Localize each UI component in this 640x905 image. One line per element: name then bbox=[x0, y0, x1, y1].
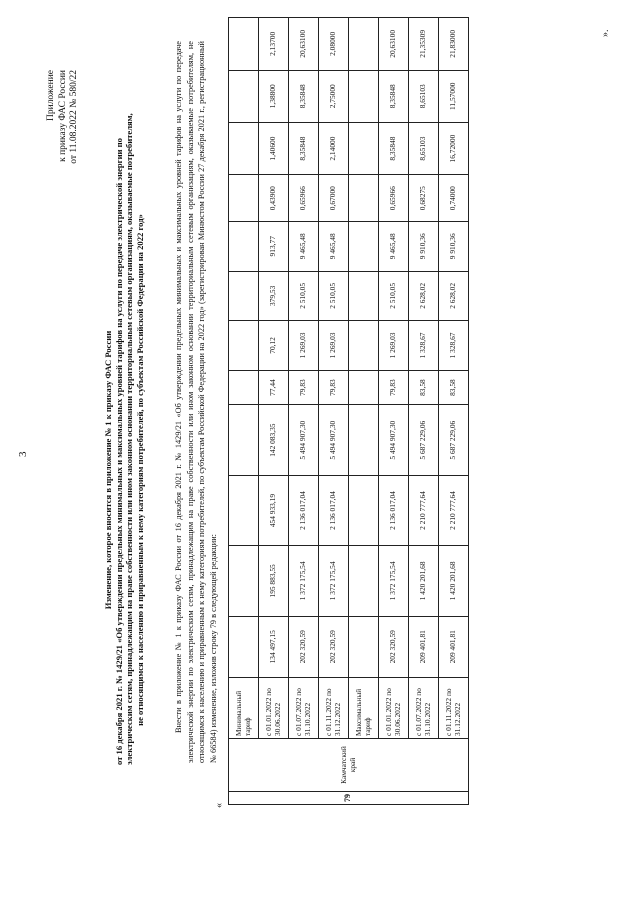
value-cell: 134 497,15 bbox=[259, 616, 289, 677]
value-cell: 5 494 907,30 bbox=[319, 405, 349, 475]
value-cell: 1 269,03 bbox=[289, 321, 319, 371]
value-cell: 454 933,19 bbox=[259, 475, 289, 545]
table-row bbox=[379, 18, 409, 805]
value-cell: 202 320,59 bbox=[289, 616, 319, 677]
period-cell: с 01.11.2022 по 31.12.2022 bbox=[439, 678, 469, 739]
value-cell: 1 372 175,54 bbox=[289, 546, 319, 616]
value-cell: 1 420 201,68 bbox=[409, 546, 439, 616]
value-cell: 202 320,59 bbox=[319, 616, 349, 677]
value-cell: 9 465,48 bbox=[289, 221, 319, 271]
value-cell: 0,65966 bbox=[379, 175, 409, 222]
value-cell: 2 136 017,04 bbox=[289, 475, 319, 545]
value-cell: 2 510,05 bbox=[289, 271, 319, 321]
empty-cell bbox=[349, 271, 379, 321]
empty-cell bbox=[229, 271, 259, 321]
value-cell: 8,35848 bbox=[289, 122, 319, 175]
value-cell: 913,77 bbox=[259, 221, 289, 271]
empty-cell bbox=[349, 321, 379, 371]
value-cell: 70,12 bbox=[259, 321, 289, 371]
value-cell: 2 510,05 bbox=[319, 271, 349, 321]
value-cell: 1 269,03 bbox=[379, 321, 409, 371]
value-cell: 0,68275 bbox=[409, 175, 439, 222]
empty-cell bbox=[229, 221, 259, 271]
empty-cell bbox=[229, 70, 259, 122]
empty-cell bbox=[349, 18, 379, 71]
appendix-line: от 11.08.2022 № 580/22 bbox=[69, 70, 79, 164]
value-cell: 8,65103 bbox=[409, 122, 439, 175]
value-cell: 2 136 017,04 bbox=[379, 475, 409, 545]
empty-cell bbox=[349, 70, 379, 122]
value-cell: 20,63100 bbox=[379, 18, 409, 71]
value-cell: 202 320,59 bbox=[379, 616, 409, 677]
value-cell: 11,57000 bbox=[439, 70, 469, 122]
value-cell: 142 083,35 bbox=[259, 405, 289, 475]
table-row bbox=[259, 18, 289, 805]
value-cell: 1 328,67 bbox=[409, 321, 439, 371]
table-row bbox=[229, 18, 259, 805]
value-cell: 1 372 175,54 bbox=[379, 546, 409, 616]
value-cell: 2 210 777,64 bbox=[409, 475, 439, 545]
heading-line: электрическим сетям, принадлежащим на праве собственности или ином законном основании территориальным сетевым организациям, оказываемые потребителям, bbox=[124, 113, 135, 765]
heading-line: Изменение, которое вносится в приложение № 1 к приказу ФАС России bbox=[103, 330, 113, 610]
value-cell: 0,67000 bbox=[319, 175, 349, 222]
table-row bbox=[289, 18, 319, 805]
empty-cell bbox=[349, 405, 379, 475]
appendix-line: Приложение bbox=[46, 70, 56, 121]
value-cell: 2 210 777,64 bbox=[439, 475, 469, 545]
value-cell: 9 465,48 bbox=[379, 221, 409, 271]
document-heading bbox=[103, 113, 145, 765]
value-cell: 5 494 907,30 bbox=[289, 405, 319, 475]
heading-line: от 16 декабря 2021 г. № 1429/21 «Об утверждении предельных минимальных и максимальных уровней тарифов на услуги по передаче электрической энергии по bbox=[113, 138, 124, 765]
value-cell: 0,65966 bbox=[289, 175, 319, 222]
opening-quote: « bbox=[214, 803, 225, 808]
closing-quote: ». bbox=[600, 29, 611, 37]
value-cell: 9 910,36 bbox=[439, 221, 469, 271]
value-cell: 5 687 229,06 bbox=[439, 405, 469, 475]
empty-cell bbox=[349, 616, 379, 677]
value-cell: 2 510,05 bbox=[379, 271, 409, 321]
empty-cell bbox=[349, 546, 379, 616]
empty-cell bbox=[349, 475, 379, 545]
value-cell: 83,58 bbox=[439, 370, 469, 405]
period-cell: с 01.07.2022 по 31.10.2022 bbox=[409, 678, 439, 739]
empty-cell bbox=[229, 122, 259, 175]
value-cell: 1,40600 bbox=[259, 122, 289, 175]
value-cell: 2,14000 bbox=[319, 122, 349, 175]
period-cell: с 01.11.2022 по 31.12.2022 bbox=[319, 678, 349, 739]
table-row bbox=[409, 18, 439, 805]
value-cell: 2,13700 bbox=[259, 18, 289, 71]
value-cell: 8,35848 bbox=[289, 70, 319, 122]
period-cell: с 01.07.2022 по 31.10.2022 bbox=[289, 678, 319, 739]
value-cell: 209 401,81 bbox=[439, 616, 469, 677]
value-cell: 195 883,55 bbox=[259, 546, 289, 616]
value-cell: 21,35309 bbox=[409, 18, 439, 71]
value-cell: 2 136 017,04 bbox=[319, 475, 349, 545]
empty-cell bbox=[229, 321, 259, 371]
page-number: 3 bbox=[17, 451, 29, 457]
value-cell: 8,35848 bbox=[379, 122, 409, 175]
amendment-paragraph: Внести в приложение № 1 к приказу ФАС России от 16 декабря 2021 г. № 1429/21 «Об утверждении предельных минимальных и максимальных уровней тарифов на услуги по передаче электрической энергии по электрическим сетям, принадлежащим на праве собственности или ином законном основании территориальным сетевым организациям, оказываемые потребителям, не относящимся к населению и приравненным к нему категориям потребителей, по субъектам Российской Федерации на 2022 год» (зарегистрирован Минюстом России 27 декабря 2021 г., регистрационный № 66584) изменение, изложив строку 79 в следующей редакции: bbox=[174, 41, 218, 763]
value-cell: 2,08000 bbox=[319, 18, 349, 71]
value-cell: 2,75000 bbox=[319, 70, 349, 122]
empty-cell bbox=[349, 370, 379, 405]
empty-cell bbox=[229, 475, 259, 545]
value-cell: 379,53 bbox=[259, 271, 289, 321]
empty-cell bbox=[229, 175, 259, 222]
period-cell: с 01.01.2022 по 30.06.2022 bbox=[259, 678, 289, 739]
period-cell: с 01.01.2022 по 30.06.2022 bbox=[379, 678, 409, 739]
value-cell: 16,72000 bbox=[439, 122, 469, 175]
value-cell: 21,83000 bbox=[439, 18, 469, 71]
value-cell: 5 687 229,06 bbox=[409, 405, 439, 475]
value-cell: 0,74000 bbox=[439, 175, 469, 222]
empty-cell bbox=[229, 546, 259, 616]
value-cell: 1 328,67 bbox=[439, 321, 469, 371]
value-cell: 79,83 bbox=[289, 370, 319, 405]
region-name: Камчатский край bbox=[229, 739, 469, 792]
value-cell: 0,43900 bbox=[259, 175, 289, 222]
row-number: 79 bbox=[229, 792, 469, 805]
value-cell: 79,83 bbox=[319, 370, 349, 405]
empty-cell bbox=[229, 405, 259, 475]
value-cell: 5 494 907,30 bbox=[379, 405, 409, 475]
tariff-type-label: Минимальный тариф bbox=[229, 678, 259, 739]
value-cell: 9 465,48 bbox=[319, 221, 349, 271]
value-cell: 8,35848 bbox=[379, 70, 409, 122]
appendix-line: к приказу ФАС России bbox=[57, 70, 68, 162]
value-cell: 1 372 175,54 bbox=[319, 546, 349, 616]
value-cell: 1,38800 bbox=[259, 70, 289, 122]
value-cell: 209 401,81 bbox=[409, 616, 439, 677]
empty-cell bbox=[349, 175, 379, 222]
table-row bbox=[319, 18, 349, 805]
value-cell: 9 910,36 bbox=[409, 221, 439, 271]
value-cell: 8,65103 bbox=[409, 70, 439, 122]
value-cell: 2 628,02 bbox=[409, 271, 439, 321]
empty-cell bbox=[229, 370, 259, 405]
empty-cell bbox=[229, 616, 259, 677]
appendix-reference bbox=[46, 70, 81, 330]
empty-cell bbox=[349, 221, 379, 271]
tariff-table bbox=[228, 17, 469, 805]
value-cell: 2 628,02 bbox=[439, 271, 469, 321]
value-cell: 20,63100 bbox=[289, 18, 319, 71]
table-row bbox=[349, 18, 379, 805]
value-cell: 1 420 201,68 bbox=[439, 546, 469, 616]
empty-cell bbox=[349, 122, 379, 175]
heading-line: не относящимся к населению и приравненным к нему категориям потребителей, по субъектам Российской Федерации на 2022 год» bbox=[134, 214, 145, 726]
tariff-type-label: Максимальный тариф bbox=[349, 678, 379, 739]
value-cell: 79,83 bbox=[379, 370, 409, 405]
table-row bbox=[439, 18, 469, 805]
value-cell: 77,44 bbox=[259, 370, 289, 405]
value-cell: 83,58 bbox=[409, 370, 439, 405]
empty-cell bbox=[229, 18, 259, 71]
value-cell: 1 269,03 bbox=[319, 321, 349, 371]
